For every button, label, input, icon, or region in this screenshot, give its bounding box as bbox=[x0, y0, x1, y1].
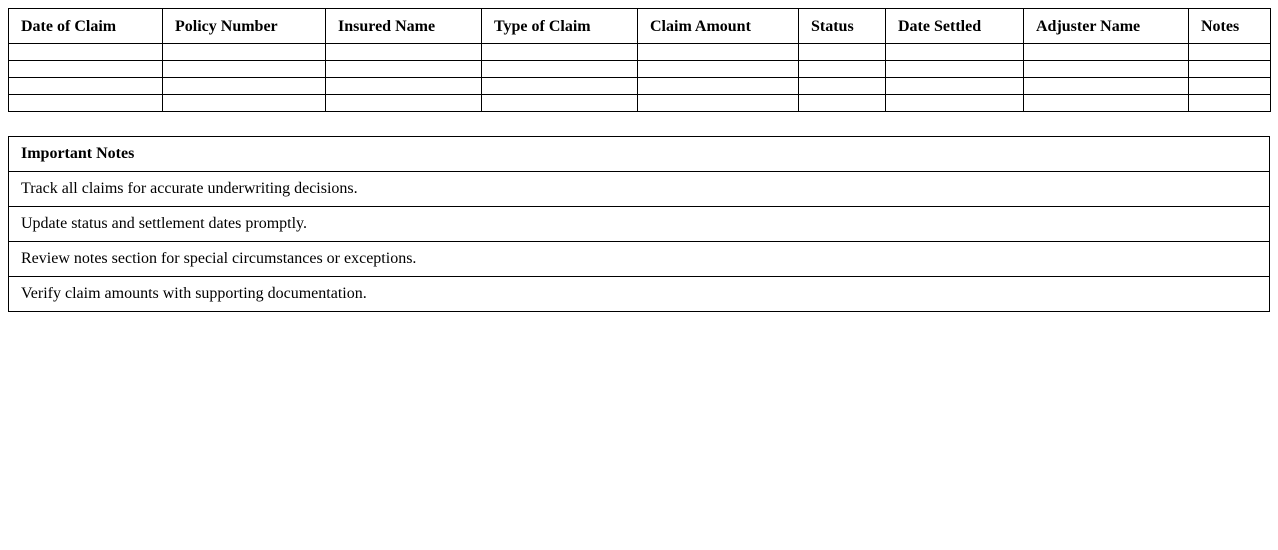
table-cell[interactable] bbox=[1024, 95, 1189, 112]
important-notes-table bbox=[8, 136, 1270, 312]
note-item: Update status and settlement dates promptly. bbox=[9, 207, 1270, 242]
table-cell[interactable] bbox=[9, 61, 163, 78]
table-cell[interactable] bbox=[163, 44, 326, 61]
table-cell[interactable] bbox=[886, 78, 1024, 95]
table-row bbox=[9, 78, 1271, 95]
table-cell[interactable] bbox=[886, 61, 1024, 78]
table-cell[interactable] bbox=[886, 44, 1024, 61]
table-cell[interactable] bbox=[1189, 61, 1271, 78]
table-cell[interactable] bbox=[326, 44, 482, 61]
header-policy-number: Policy Number bbox=[163, 9, 326, 44]
table-cell[interactable] bbox=[482, 61, 638, 78]
table-row bbox=[9, 44, 1271, 61]
table-row bbox=[9, 95, 1271, 112]
header-notes: Notes bbox=[1189, 9, 1271, 44]
table-cell[interactable] bbox=[482, 44, 638, 61]
list-item bbox=[9, 277, 1270, 312]
list-item bbox=[9, 172, 1270, 207]
table-cell[interactable] bbox=[482, 78, 638, 95]
notes-header-row bbox=[9, 137, 1270, 172]
table-cell[interactable] bbox=[163, 95, 326, 112]
table-cell[interactable] bbox=[799, 44, 886, 61]
header-claim-amount: Claim Amount bbox=[638, 9, 799, 44]
table-cell[interactable] bbox=[9, 78, 163, 95]
table-cell[interactable] bbox=[638, 61, 799, 78]
header-type-of-claim: Type of Claim bbox=[482, 9, 638, 44]
table-cell[interactable] bbox=[799, 95, 886, 112]
claims-table bbox=[8, 8, 1271, 112]
note-item: Track all claims for accurate underwriting decisions. bbox=[9, 172, 1270, 207]
table-cell[interactable] bbox=[1189, 95, 1271, 112]
table-cell[interactable] bbox=[1024, 44, 1189, 61]
important-notes-heading: Important Notes bbox=[9, 137, 1270, 172]
header-status: Status bbox=[799, 9, 886, 44]
table-cell[interactable] bbox=[163, 78, 326, 95]
table-cell[interactable] bbox=[326, 78, 482, 95]
table-cell[interactable] bbox=[1189, 78, 1271, 95]
table-cell[interactable] bbox=[1024, 78, 1189, 95]
table-row bbox=[9, 61, 1271, 78]
header-adjuster-name: Adjuster Name bbox=[1024, 9, 1189, 44]
table-cell[interactable] bbox=[638, 95, 799, 112]
table-cell[interactable] bbox=[638, 78, 799, 95]
header-date-of-claim: Date of Claim bbox=[9, 9, 163, 44]
list-item bbox=[9, 242, 1270, 277]
note-item: Review notes section for special circumstances or exceptions. bbox=[9, 242, 1270, 277]
claims-header-row bbox=[9, 9, 1271, 44]
header-insured-name: Insured Name bbox=[326, 9, 482, 44]
table-cell[interactable] bbox=[1024, 61, 1189, 78]
note-item: Verify claim amounts with supporting documentation. bbox=[9, 277, 1270, 312]
list-item bbox=[9, 207, 1270, 242]
table-cell[interactable] bbox=[326, 61, 482, 78]
header-date-settled: Date Settled bbox=[886, 9, 1024, 44]
table-cell[interactable] bbox=[9, 44, 163, 61]
table-cell[interactable] bbox=[799, 78, 886, 95]
table-cell[interactable] bbox=[799, 61, 886, 78]
table-cell[interactable] bbox=[638, 44, 799, 61]
table-cell[interactable] bbox=[326, 95, 482, 112]
table-cell[interactable] bbox=[163, 61, 326, 78]
table-cell[interactable] bbox=[1189, 44, 1271, 61]
table-cell[interactable] bbox=[886, 95, 1024, 112]
table-cell[interactable] bbox=[9, 95, 163, 112]
table-cell[interactable] bbox=[482, 95, 638, 112]
